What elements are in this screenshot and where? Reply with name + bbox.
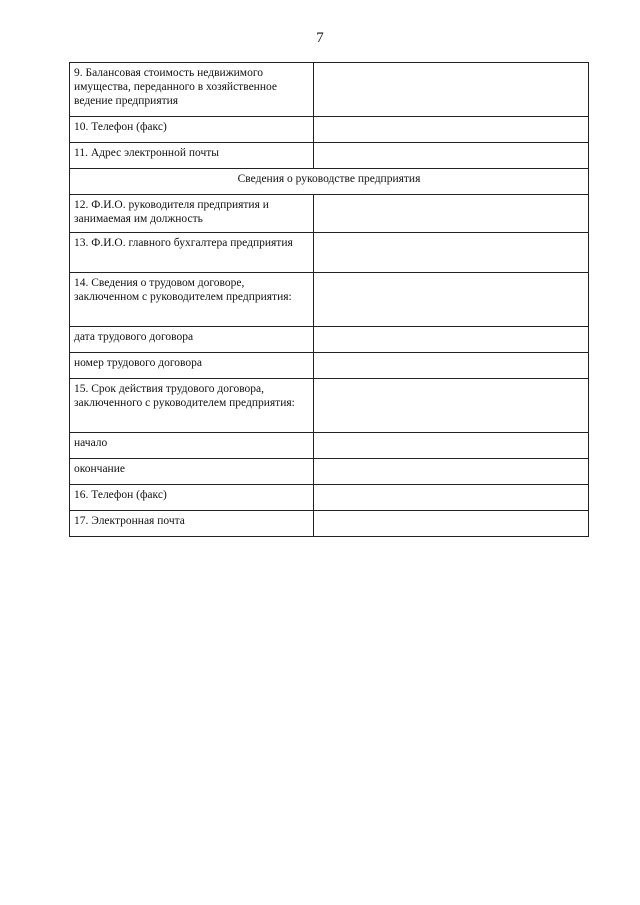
- row-label-term-start: начало: [70, 433, 314, 459]
- table-row: [70, 485, 589, 511]
- row-label-contract-date: дата трудового договора: [70, 327, 314, 353]
- table-row: [70, 379, 589, 433]
- enterprise-info-table: [69, 62, 589, 537]
- section-header-row: [70, 169, 589, 195]
- row-label-director-phone: 16. Телефон (факс): [70, 485, 314, 511]
- value-cell: [314, 117, 589, 143]
- table-row: [70, 195, 589, 233]
- value-cell: [314, 379, 589, 433]
- row-label-balance-value: 9. Балансовая стоимость недвижимого имущества, переданного в хозяйственное ведение предприятия: [70, 63, 314, 117]
- row-label-director: 12. Ф.И.О. руководителя предприятия и занимаемая им должность: [70, 195, 314, 233]
- value-cell: [314, 195, 589, 233]
- value-cell: [314, 433, 589, 459]
- row-label-contract-term: 15. Срок действия трудового договора, заключенного с руководителем предприятия:: [70, 379, 314, 433]
- row-label-director-email: 17. Электронная почта: [70, 511, 314, 537]
- value-cell: [314, 511, 589, 537]
- table-row: [70, 273, 589, 327]
- section-header: Сведения о руководстве предприятия: [70, 169, 589, 195]
- table-row: [70, 353, 589, 379]
- row-label-labor-contract: 14. Сведения о трудовом договоре, заключенном с руководителем предприятия:: [70, 273, 314, 327]
- table-row: [70, 233, 589, 273]
- row-label-phone: 10. Телефон (факс): [70, 117, 314, 143]
- table-row: [70, 143, 589, 169]
- page-number: 7: [316, 30, 324, 46]
- table-row: [70, 327, 589, 353]
- value-cell: [314, 353, 589, 379]
- table-row: [70, 511, 589, 537]
- table-row: [70, 459, 589, 485]
- value-cell: [314, 327, 589, 353]
- row-label-term-end: окончание: [70, 459, 314, 485]
- table-row: [70, 433, 589, 459]
- value-cell: [314, 233, 589, 273]
- table-row: [70, 63, 589, 117]
- row-label-chief-accountant: 13. Ф.И.О. главного бухгалтера предприятия: [70, 233, 314, 273]
- table-row: [70, 117, 589, 143]
- value-cell: [314, 143, 589, 169]
- value-cell: [314, 273, 589, 327]
- value-cell: [314, 485, 589, 511]
- value-cell: [314, 63, 589, 117]
- row-label-contract-number: номер трудового договора: [70, 353, 314, 379]
- row-label-email: 11. Адрес электронной почты: [70, 143, 314, 169]
- value-cell: [314, 459, 589, 485]
